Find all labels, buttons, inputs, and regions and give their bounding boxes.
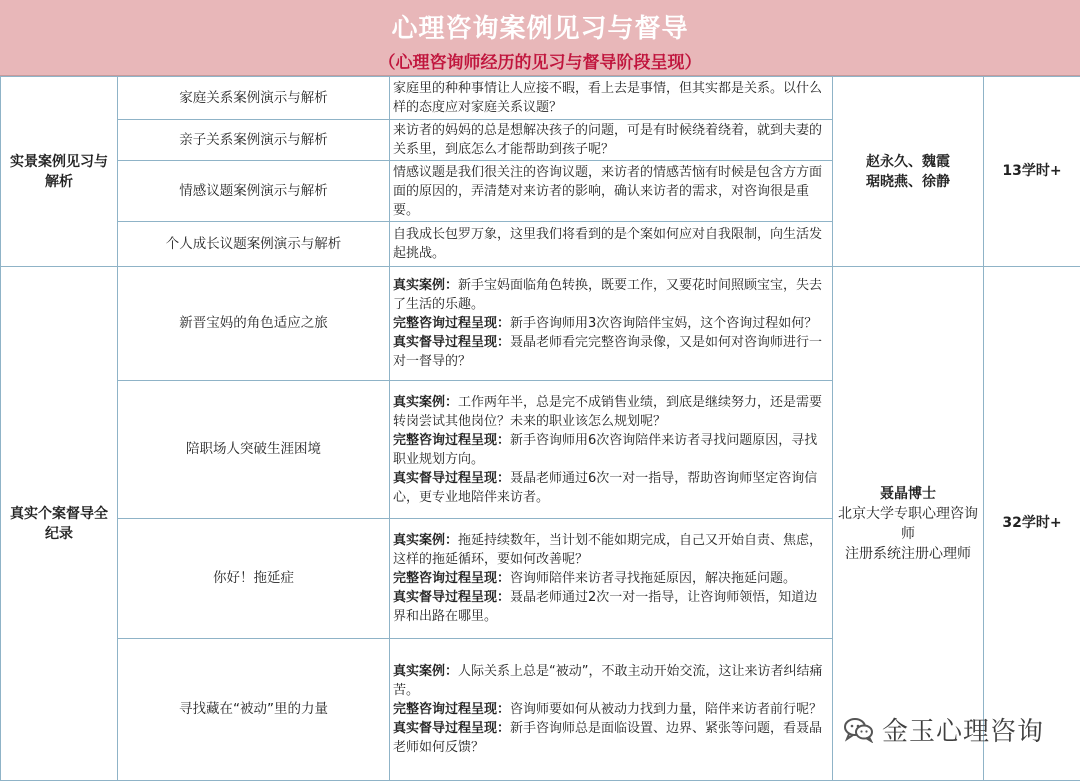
topic-cell: 家庭关系案例演示与解析 [118,77,390,120]
watermark-text: 金玉心理咨询 [882,711,1044,748]
supervision-text: 新手咨询师总是面临设置、边界、紧张等问题，看聂晶老师如何反馈？ [393,721,822,755]
teacher-cell [833,267,984,781]
teacher-line: 琚晓燕、徐静 [837,172,979,192]
supervision-label: 真实督导过程呈现： [393,590,510,605]
teacher-name: 聂晶博士 [837,484,979,504]
case-label: 真实案例： [393,395,458,410]
supervision-text: 聂晶老师看完完整咨询录像，又是如何对咨询师进行一对一督导的？ [393,335,822,369]
section-name: 实景案例见习与解析 [1,77,118,267]
table-row [1,77,1080,120]
case-text: 工作两年半，总是完不成销售业绩，到底是继续努力，还是需要转岗尝试其他岗位？未来的职业该怎么规划呢？ [393,395,822,429]
supervision-label: 真实督导过程呈现： [393,721,510,736]
description-cell: 情感议题是我们很关注的咨询议题，来访者的情感苦恼有时候是包含方方面面的原因的，弄清楚对来访者的影响，确认来访者的需求，对咨询很是重要。 [390,161,833,222]
topic-cell: 寻找藏在“被动”里的力量 [118,639,390,781]
process-label: 完整咨询过程呈现： [393,702,510,717]
watermark [844,711,1044,748]
description-cell [390,381,833,519]
process-label: 完整咨询过程呈现： [393,433,510,448]
description-cell: 自我成长包罗万象，这里我们将看到的是个案如何应对自我限制，向生活发起挑战。 [390,222,833,267]
course-table [0,76,1080,781]
teacher-line: 赵永久、魏霞 [837,152,979,172]
section-name: 真实个案督导全纪录 [1,267,118,781]
hours-cell: 32学时+ [984,267,1080,781]
supervision-label: 真实督导过程呈现： [393,335,510,350]
description-cell [390,267,833,381]
topic-cell: 亲子关系案例演示与解析 [118,120,390,161]
header-banner [0,0,1080,76]
topic-cell: 情感议题案例演示与解析 [118,161,390,222]
teacher-title: 北京大学专职心理咨询师 [837,504,979,544]
supervision-text: 聂晶老师通过2次一对一指导，让咨询师领悟，知道边界和出路在哪里。 [393,590,817,624]
case-label: 真实案例： [393,278,458,293]
topic-cell: 陪职场人突破生涯困境 [118,381,390,519]
process-text: 咨询师要如何从被动力找到力量，陪伴来访者前行呢？ [510,702,822,717]
case-label: 真实案例： [393,533,458,548]
page-subtitle: （心理咨询师经历的见习与督导阶段呈现） [0,48,1080,73]
case-text: 拖延持续数年，当计划不能如期完成，自己又开始自责、焦虑，这样的拖延循环，要如何改善呢？ [393,533,822,567]
case-text: 人际关系上总是“被动”，不敢主动开始交流，这让来访者纠结痛苦。 [393,664,823,698]
supervision-text: 聂晶老师通过6次一对一指导，帮助咨询师坚定咨询信心，更专业地陪伴来访者。 [393,471,817,505]
supervision-label: 真实督导过程呈现： [393,471,510,486]
process-text: 咨询师陪伴来访者寻找拖延原因，解决拖延问题。 [510,571,796,586]
process-label: 完整咨询过程呈现： [393,571,510,586]
process-label: 完整咨询过程呈现： [393,316,510,331]
case-text: 新手宝妈面临角色转换，既要工作，又要花时间照顾宝宝，失去了生活的乐趣。 [393,278,822,312]
process-text: 新手咨询师用3次咨询陪伴宝妈，这个咨询过程如何？ [510,316,817,331]
description-cell: 来访者的妈妈的总是想解决孩子的问题，可是有时候绕着绕着，就到夫妻的关系里，到底怎么才能帮助到孩子呢？ [390,120,833,161]
topic-cell: 你好！拖延症 [118,519,390,639]
topic-cell: 新晋宝妈的角色适应之旅 [118,267,390,381]
process-text: 新手咨询师用6次咨询陪伴来访者寻找问题原因，寻找职业规划方向。 [393,433,817,467]
teacher-cell [833,77,984,267]
teacher-title: 注册系统注册心理师 [837,544,979,564]
description-cell [390,639,833,781]
page-title: 心理咨询案例见习与督导 [0,0,1080,45]
hours-cell: 13学时+ [984,77,1080,267]
description-cell: 家庭里的种种事情让人应接不暇，看上去是事情，但其实都是关系。以什么样的态度应对家庭关系议题？ [390,77,833,120]
table-row [1,267,1080,381]
case-label: 真实案例： [393,664,458,679]
wechat-icon [844,717,874,743]
description-cell [390,519,833,639]
topic-cell: 个人成长议题案例演示与解析 [118,222,390,267]
